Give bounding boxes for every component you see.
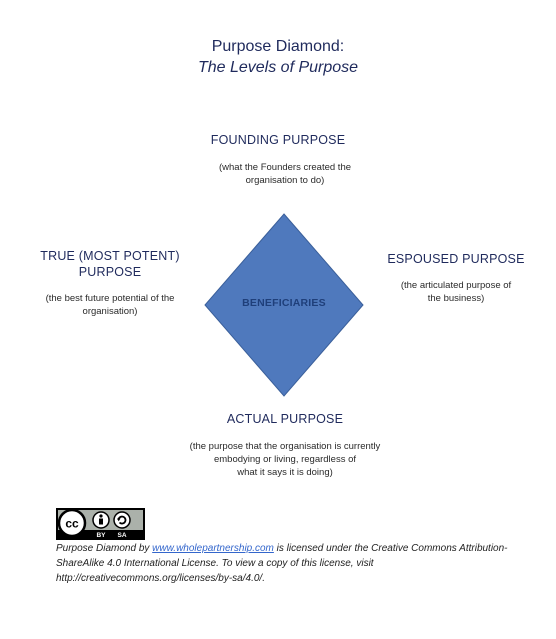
license-prefix: Purpose Diamond by — [56, 543, 153, 554]
by-person-icon — [93, 512, 109, 528]
espoused-purpose-note-line2: the business) — [427, 293, 485, 304]
espoused-purpose-note-line1: (the articulated purpose of — [400, 280, 512, 291]
wholepartnership-link[interactable]: www.wholepartnership.com — [152, 543, 274, 554]
license-text — [56, 541, 526, 586]
cc-by-sa-badge[interactable] — [56, 508, 145, 540]
founding-purpose-note-line2: organisation to do) — [245, 175, 325, 186]
cc-logo-icon — [59, 510, 85, 536]
diagram-subtitle: The Levels of Purpose — [197, 59, 359, 76]
sa-label: SA — [117, 532, 127, 539]
actual-purpose-note-line3: what it says it is doing) — [237, 467, 333, 478]
actual-purpose-note-line1: (the purpose that the organisation is currently — [189, 441, 381, 452]
founding-purpose-note-line1: (what the Founders created the — [218, 162, 352, 173]
true-purpose-note-line2: organisation) — [82, 306, 138, 317]
true-purpose-note-line1: (the best future potential of the — [45, 293, 175, 304]
espoused-purpose-heading: ESPOUSED PURPOSE — [387, 252, 525, 266]
sa-share-alike-icon — [114, 512, 130, 528]
true-purpose-heading-line2: PURPOSE — [78, 265, 142, 279]
actual-purpose-heading: ACTUAL PURPOSE — [226, 412, 344, 426]
license-suffix: is licensed under the Creative Commons Attribution-ShareAlike 4.0 International License. To view a copy of this license, visit http://creativecommons.org/licenses/by-sa/4.0/. — [56, 543, 508, 584]
beneficiaries-label: BENEFICIARIES — [242, 297, 326, 309]
actual-purpose-note-line2: embodying or living, regardless of — [213, 454, 357, 465]
diagram-title: Purpose Diamond: — [211, 38, 345, 55]
founding-purpose-heading: FOUNDING PURPOSE — [210, 133, 346, 147]
by-label: BY — [96, 532, 106, 539]
cc-badge-graphic — [56, 508, 145, 540]
true-purpose-heading-line1: TRUE (MOST POTENT) — [40, 249, 180, 263]
cc-logo-text: cc — [65, 516, 79, 531]
